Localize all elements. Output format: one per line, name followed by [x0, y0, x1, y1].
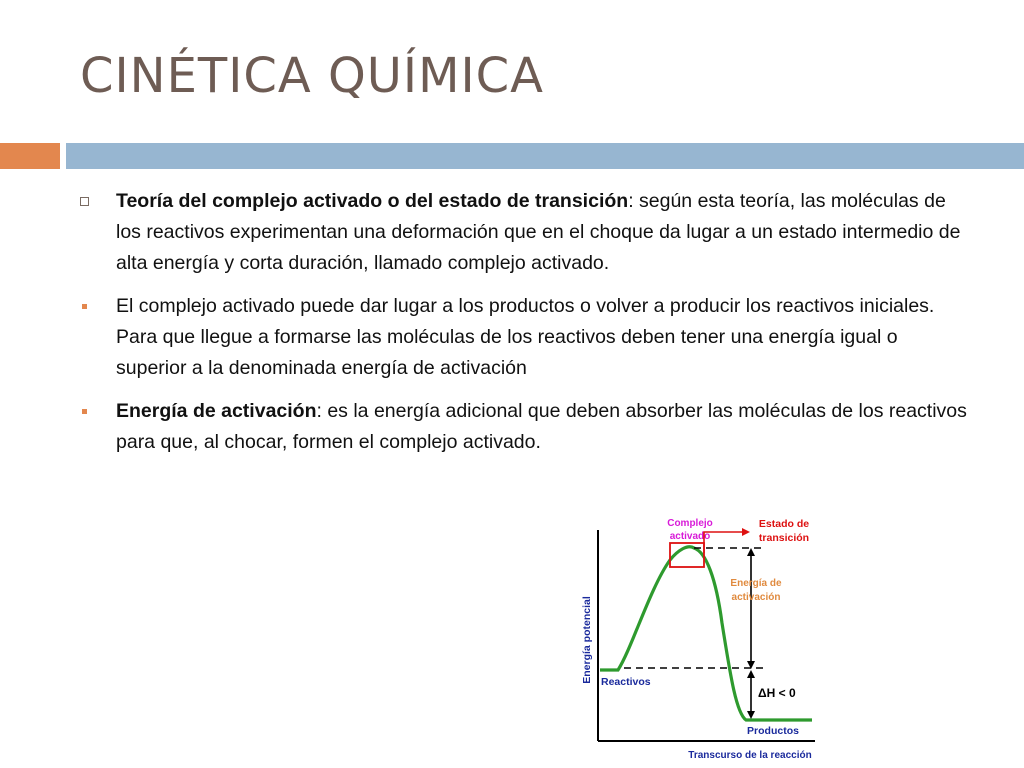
- arrow-head-up-icon: [747, 548, 755, 556]
- complex-label-line1: Complejo: [667, 518, 713, 529]
- enthalpy-label: ΔH < 0: [758, 686, 796, 700]
- square-bullet-icon: [82, 409, 87, 414]
- arrow-head-right-icon: [742, 528, 750, 536]
- energy-profile-diagram: [570, 508, 830, 766]
- bullet-item-complejo-activado: [78, 186, 968, 279]
- title-accent-bar: [0, 143, 60, 169]
- bullet-text: : es la energía adicional que deben absorber las moléculas de los reactivos para que, al chocar, formen el complejo activado.: [116, 400, 967, 453]
- bullet-list: [78, 186, 968, 470]
- activation-label-line2: activación: [731, 592, 781, 603]
- transition-label-line1: Estado de: [758, 518, 810, 530]
- arrow-head-up-icon: [747, 670, 755, 678]
- bullet-term: Energía de activación: [116, 400, 317, 422]
- bullet-term: Teoría del complejo activado o del estado de transición: [116, 190, 629, 212]
- square-bullet-icon: [82, 304, 87, 309]
- complex-label-line2: activado: [669, 531, 711, 542]
- slide-title: CINÉTICA QUÍMICA: [80, 48, 544, 104]
- bullet-text: : según esta teoría, las moléculas de los reactivos experimentan una deformación que en el choque da lugar a un estado intermedio de alta energía y corta duración, llamado complejo activado.: [116, 190, 961, 274]
- bullet-item-productos: [78, 291, 968, 384]
- activation-label-line1: Energía de: [730, 578, 782, 589]
- transition-label-line2: transición: [758, 532, 810, 544]
- bullet-item-energia-activacion: [78, 396, 968, 458]
- bullet-text: El complejo activado puede dar lugar a los productos o volver a producir los reactivos iniciales. Para que llegue a formarse las moléculas de los reactivos deben tener una energía igual o superior a la denominada energía de activación: [116, 295, 935, 379]
- products-label: Productos: [747, 725, 799, 737]
- box-bullet-icon: [80, 197, 89, 206]
- title-divider-bar: [66, 143, 1024, 169]
- x-axis-label: Transcurso de la reacción: [688, 750, 812, 761]
- arrow-head-down-icon: [747, 711, 755, 719]
- reactants-label: Reactivos: [601, 676, 651, 688]
- y-axis-label: Energía potencial: [581, 596, 593, 684]
